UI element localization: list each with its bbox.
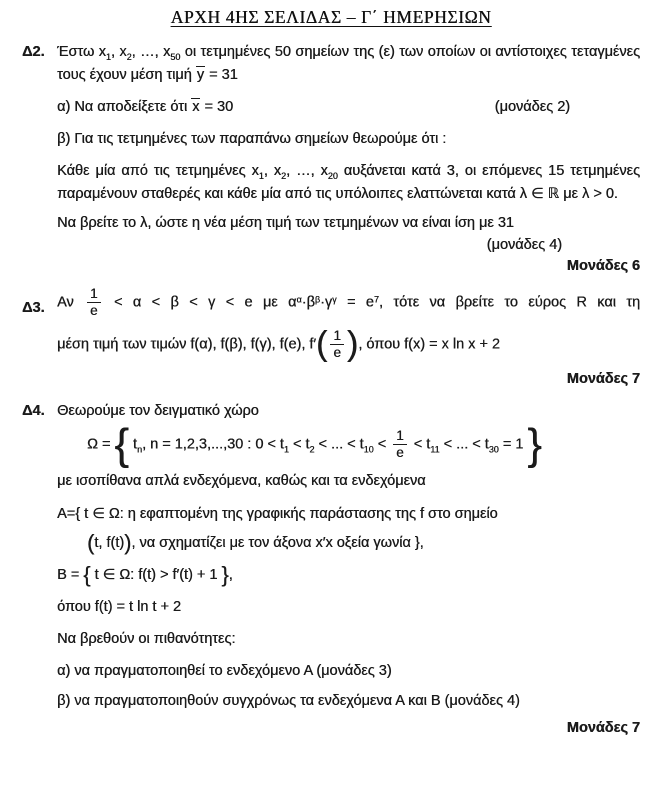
d2-item-b-text: β) Για τις τετμημένες των παραπάνω σημείων θεωρούμε ότι : bbox=[57, 130, 447, 147]
problem-d4 bbox=[22, 400, 640, 749]
d4-set-b-formula: Β = { t ∈ Ω: f(t) > f′(t) + 1 }, bbox=[57, 562, 233, 588]
problem-d2 bbox=[22, 41, 640, 287]
d4-item-a-text: α) να πραγματοποιηθεί το ενδεχόμενο Α (μονάδες 3) bbox=[57, 663, 392, 680]
d2-total-marks: Μονάδες 6 bbox=[566, 258, 640, 275]
d2-intro-text: Έστω $x_1$, $x_2$, …, $x_{50}$ οι τετμημένες 50 σημείων της (ε) των οποίων οι αντίστοιχες τεταγμένες τους έχουν μέση τιμή y = 31 bbox=[57, 44, 641, 84]
d2-item-a-marks: (μονάδες 2) bbox=[494, 99, 570, 116]
problem-d3 bbox=[22, 287, 640, 400]
problem-d2-label: Δ2. bbox=[22, 44, 45, 60]
d2-item-a-text: α) Να αποδείξετε ότι x = 30 bbox=[57, 99, 234, 116]
d3-line1: Αν $\frac{1}{e}$ < α < β < γ < e με $\alpha^\alpha\cdot\beta^\beta\cdot\gamma^\gamma = e^7$, τότε να βρείτε το εύρος R και τη bbox=[57, 286, 641, 319]
problem-d3-body bbox=[57, 287, 640, 400]
d4-set-a-line1: Α={ t ∈ Ω: η εφαπτομένη της γραφικής παράστασης της f στο σημείο bbox=[57, 505, 498, 522]
d4-equiprobable-text: με ισοπίθανα απλά ενδεχόμενα, καθώς και τα ενδεχόμενα bbox=[57, 473, 426, 490]
d2-find-text: Να βρείτε το λ, ώστε η νέα μέση τιμή των τετμημένων να είναι ίση με 31 bbox=[57, 215, 514, 232]
d4-total-marks: Μονάδες 7 bbox=[566, 719, 640, 736]
d4-find-text: Να βρεθούν οι πιθανότητες: bbox=[57, 631, 236, 648]
d4-where-text: όπου f(t) = t ln t + 2 bbox=[57, 599, 181, 616]
d4-item-b-text: β) να πραγματοποιηθούν συγχρόνως τα ενδεχόμενα Α και Β (μονάδες 4) bbox=[57, 692, 520, 709]
d4-intro-text: Θεωρούμε τον δειγματικό χώρο bbox=[57, 402, 259, 419]
problem-d3-label: Δ3. bbox=[22, 300, 45, 317]
problem-d2-body bbox=[57, 41, 640, 287]
d4-sample-space-formula: Ω = { $t_n$, n = 1,2,3,...,30 : $0 < t_1 < t_2$ < ... < $t_{10}$ < $\frac{1}{e}$ < $t_{11}$ < ... < $t_{30} = 1$ } bbox=[87, 420, 542, 469]
problem-d4-label: Δ4. bbox=[22, 402, 45, 419]
d2-paragraph: Κάθε μία από τις τετμημένες $x_1$, $x_2$, …, $x_{20}$ αυξάνεται κατά 3, οι επόμενες 15 τετμημένες παραμένουν σταθερές και κάθε μία από τις υπόλοιπες ελαττώνεται κατά λ ∈ ℝ με λ > 0. bbox=[57, 162, 640, 202]
problem-d4-body bbox=[57, 400, 640, 749]
d2-item-a bbox=[57, 96, 640, 119]
d2-item-b-marks: (μονάδες 4) bbox=[486, 237, 562, 254]
d4-set-a-line2: (t, f(t)), να σχηματίζει με τον άξονα x′x οξεία γωνία }, bbox=[87, 529, 424, 555]
page-title: ΑΡΧΗ 4ΗΣ ΣΕΛΙΔΑΣ – Γ΄ ΗΜΕΡΗΣΙΩΝ bbox=[170, 7, 492, 27]
d3-line2: μέση τιμή των τιμών f(α), f(β), f(γ), f(e), f′( $\frac{1}{e}$ ), όπου f(x) = x ln x + 2 bbox=[57, 325, 500, 364]
page-header bbox=[22, 7, 640, 28]
d3-total-marks: Μονάδες 7 bbox=[566, 370, 640, 387]
